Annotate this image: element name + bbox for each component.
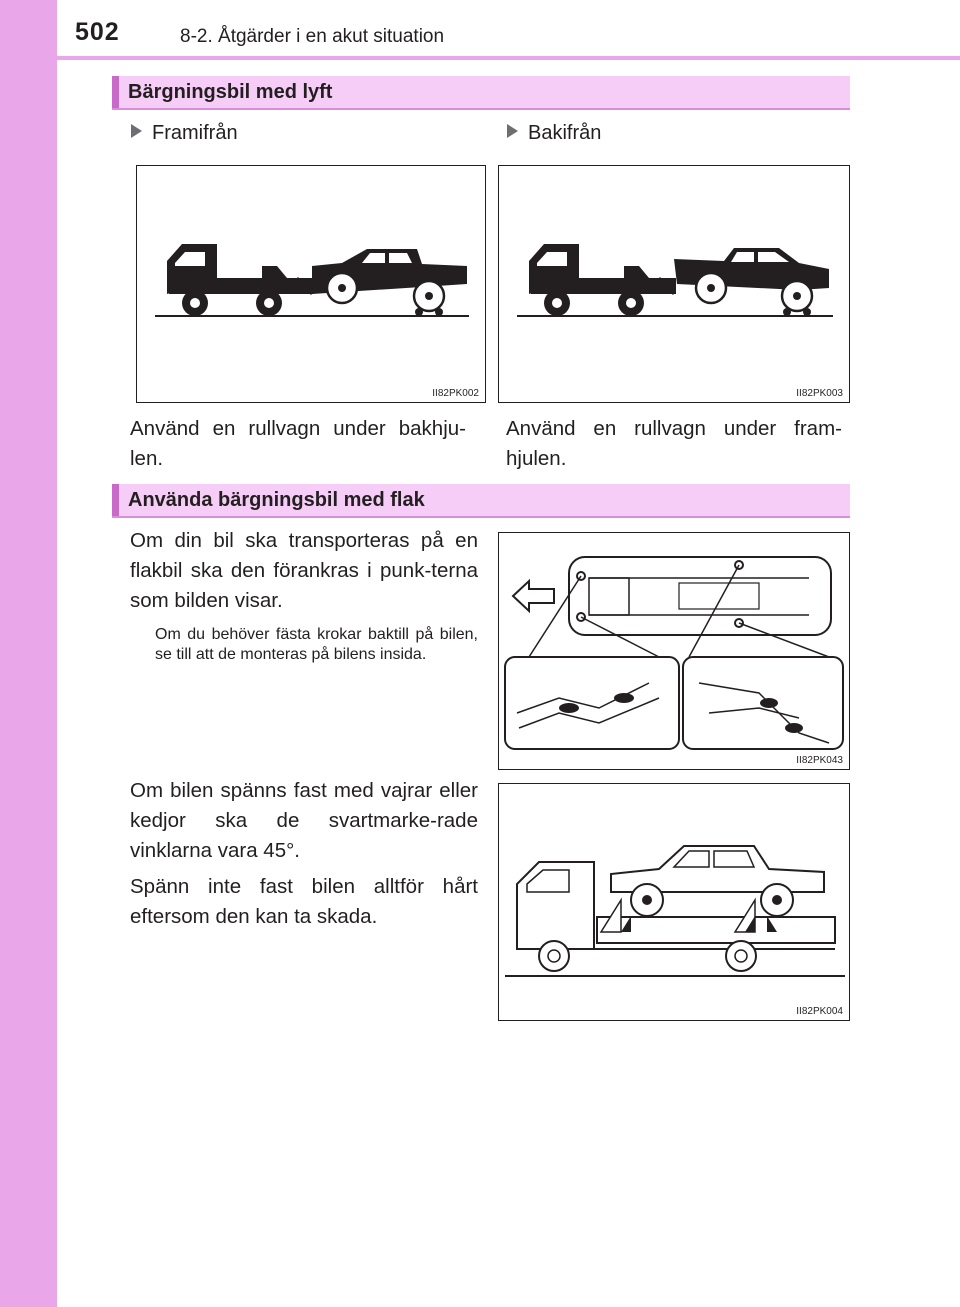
figure-front-tow	[136, 165, 486, 403]
label-text: Framifrån	[152, 122, 238, 144]
figure-code: II82PK043	[796, 755, 843, 766]
label-from-front	[131, 122, 238, 145]
heading-accent	[112, 76, 119, 108]
chassis-tie-down-illustration	[499, 533, 851, 771]
figure-code: II82PK004	[796, 1006, 843, 1017]
header-rule	[57, 56, 960, 60]
heading-accent	[112, 484, 119, 516]
page-number: 502	[75, 18, 120, 46]
tow-truck-rear-illustration	[499, 166, 851, 404]
arrow-bullet-icon	[507, 124, 518, 138]
note-rear-hooks: Om du behöver fästa krokar baktill på bilen, se till att de monteras på bilens insida.	[155, 626, 478, 663]
paragraph-45-degrees: Om bilen spänns fast med vajrar eller kedjor ska de svartmarke-rade vinklarna vara 45°.	[130, 779, 478, 862]
figure-rear-tow	[498, 165, 850, 403]
figure-code: II82PK002	[432, 388, 479, 399]
flatbed-truck-illustration	[499, 784, 851, 1022]
caption-rear: Använd en rullvagn under fram-hjulen.	[506, 417, 842, 470]
caption-front: Använd en rullvagn under bakhju-len.	[130, 417, 466, 470]
label-from-back	[507, 122, 601, 145]
side-tab-bar	[0, 0, 57, 1307]
figure-code: II82PK003	[796, 388, 843, 399]
section-heading-lift-tow	[112, 76, 850, 110]
label-text: Bakifrån	[528, 122, 602, 144]
figure-flatbed	[498, 783, 850, 1021]
section-title: Bärgningsbil med lyft	[128, 81, 333, 103]
tow-truck-front-illustration	[137, 166, 487, 404]
paragraph-tie-down-points: Om din bil ska transporteras på en flakbil ska den förankras i punk-terna som bilden visar.	[130, 529, 478, 612]
figure-tie-down-points	[498, 532, 850, 770]
chapter-title: 8-2. Åtgärder i en akut situation	[180, 26, 445, 47]
arrow-bullet-icon	[131, 124, 142, 138]
section-heading-flatbed	[112, 484, 850, 518]
section-title: Använda bärgningsbil med flak	[128, 489, 425, 511]
paragraph-dont-overtighten: Spänn inte fast bilen alltför hårt eftersom den kan ta skada.	[130, 875, 478, 928]
